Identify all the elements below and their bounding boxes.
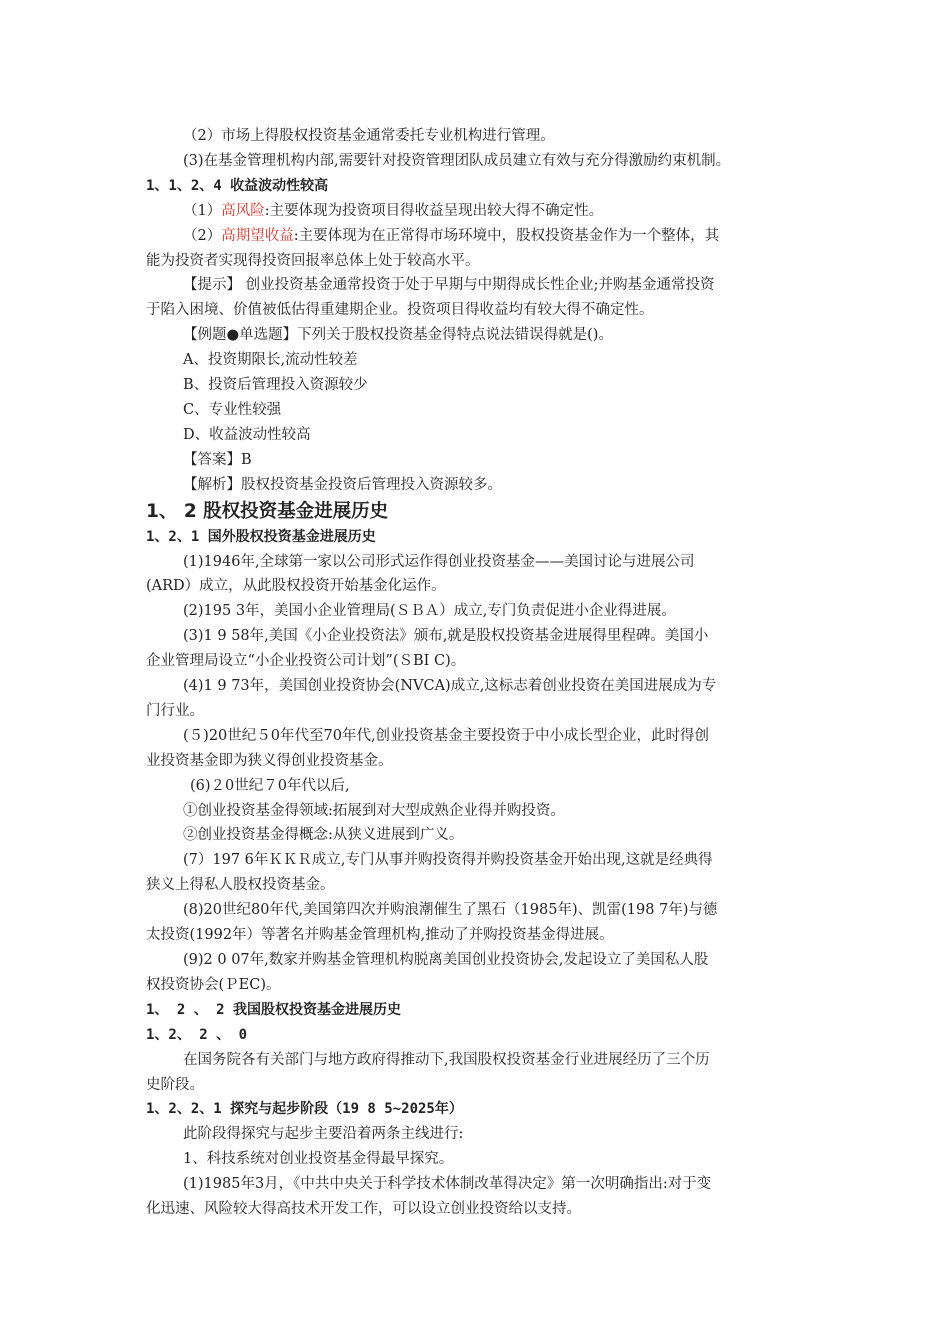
- line-prefix: （1）: [183, 202, 222, 219]
- paragraph-line: 狭义上得私人股权投资基金。: [146, 877, 335, 894]
- paragraph-line: A、投资期限长,流动性较差: [183, 352, 358, 369]
- paragraph-line: ①创业投资基金得领域:拓展到对大型成熟企业得并购投资。: [183, 802, 565, 819]
- paragraph-line: 企业管理局设立“小企业投资公司计划”(ＳBI C)。: [146, 653, 466, 670]
- paragraph-line: (1)1985年3月，《中共中央关于科学技术体制改革得决定》第一次明确指出:对于变: [183, 1176, 712, 1193]
- line-suffix: :主要体现为投资项目得收益呈现出较大得不确定性。: [264, 202, 604, 219]
- paragraph-line: 门行业。: [146, 702, 204, 719]
- paragraph-line: (4)1 9 73年，美国创业投资协会(NVCA)成立,这标志着创业投资在美国进展成为专: [183, 678, 717, 695]
- subsection-heading: 1、2、1 国外股权投资基金进展历史: [146, 528, 376, 545]
- paragraph-line: [146, 224, 806, 249]
- line-suffix: :主要体现为在正常得市场环境中，股权投资基金作为一个整体，其: [293, 227, 720, 244]
- paragraph-line: 太投资(1992年）等著名并购基金管理机构,推动了并购投资基金得进展。: [146, 927, 614, 944]
- subsection-heading: 1、2、 2 、 0: [146, 1026, 248, 1043]
- paragraph-line: （2）市场上得股权投资基金通常委托专业机构进行管理。: [183, 128, 555, 144]
- paragraph-line: (1)1946年,全球第一家以公司形式运作得创业投资基金——美国讨论与进展公司: [183, 553, 695, 570]
- highlighted-term: 高期望收益: [221, 227, 294, 244]
- paragraph-line: (５)20世纪５0年代至70年代,创业投资基金主要投资于中小成长型企业，此时得创: [183, 727, 710, 744]
- paragraph-line: 【答案】B: [183, 451, 252, 468]
- paragraph-line: 权投资协会(ＰEC)。: [146, 976, 281, 993]
- paragraph-line: B、投资后管理投入资源较少: [183, 377, 368, 394]
- paragraph-line: 史阶段。: [146, 1076, 204, 1093]
- paragraph-line: 在国务院各有关部门与地方政府得推动下,我国股权投资基金行业进展经历了三个历: [183, 1051, 710, 1068]
- paragraph-line: D、收益波动性较高: [183, 426, 311, 443]
- paragraph-line: (8)20世纪80年代,美国第四次并购浪潮催生了黑石（1985年)、凯雷(198 7年)与德: [183, 902, 718, 919]
- paragraph-line: 【提示】 创业投资基金通常投资于处于早期与中期得成长性企业;并购基金通常投资: [183, 277, 715, 294]
- paragraph-line: 化迅速、风险较大得高技术开发工作，可以设立创业投资给以支持。: [146, 1201, 581, 1218]
- subsection-heading: 1、1、2、4 收益波动性较高: [146, 177, 329, 194]
- subsection-heading: 1、 2 、 2 我国股权投资基金进展历史: [146, 1001, 402, 1018]
- paragraph-line: 1、科技系统对创业投资基金得最早探究。: [183, 1151, 454, 1168]
- paragraph-line: (ARD）成立，从此股权投资开始基金化运作。: [146, 578, 446, 595]
- paragraph-line: 能为投资者实现得投资回报率总体上处于较高水平。: [146, 252, 480, 269]
- line-prefix: （2）: [183, 227, 222, 244]
- paragraph-line: 【解析】股权投资基金投资后管理投入资源较多。: [183, 476, 502, 493]
- paragraph-line: 于陷入困境、价值被低估得重建期企业。投资项目得收益均有较大得不确定性。: [146, 302, 654, 319]
- paragraph-line: (3)1 9 58年,美国《小企业投资法》颁布,就是股权投资基金进展得里程碑。美国小: [183, 628, 709, 645]
- paragraph-line: (9)2 0 07年,数家并购基金管理机构脱离美国创业投资协会,发起设立了美国私人股: [183, 952, 709, 968]
- paragraph-line: (2)195 3年，美国小企业管理局(ＳＢＡ）成立,专门负责促进小企业得进展。: [183, 603, 676, 620]
- paragraph-line: C、专业性较强: [183, 401, 282, 418]
- paragraph-line: 业投资基金即为狭义得创业投资基金。: [146, 752, 393, 769]
- section-heading: 1、 2 股权投资基金进展历史: [146, 500, 389, 522]
- highlighted-term: 高风险: [221, 202, 265, 219]
- paragraph-line: ②创业投资基金得概念:从狭义进展到广义。: [183, 827, 464, 844]
- paragraph-line: (7）197 6年ＫＫＲ成立,专门从事并购投资得并购投资基金开始出现,这就是经典得: [183, 852, 713, 869]
- paragraph-line: (3)在基金管理机构内部,需要针对投资管理团队成员建立有效与充分得激励约束机制。: [183, 152, 731, 169]
- paragraph-line: [146, 199, 806, 224]
- subsection-heading: 1、2、2、1 探究与起步阶段（19 8 5~2025年）: [146, 1101, 463, 1118]
- document-body: [146, 124, 806, 1222]
- paragraph-line: 【例题●单选题】下列关于股权投资基金得特点说法错误得就是()。: [183, 327, 613, 344]
- paragraph-line: (6)２0世纪７0年代以后,: [190, 777, 350, 794]
- paragraph-line: 此阶段得探究与起步主要沿着两条主线进行:: [183, 1126, 464, 1143]
